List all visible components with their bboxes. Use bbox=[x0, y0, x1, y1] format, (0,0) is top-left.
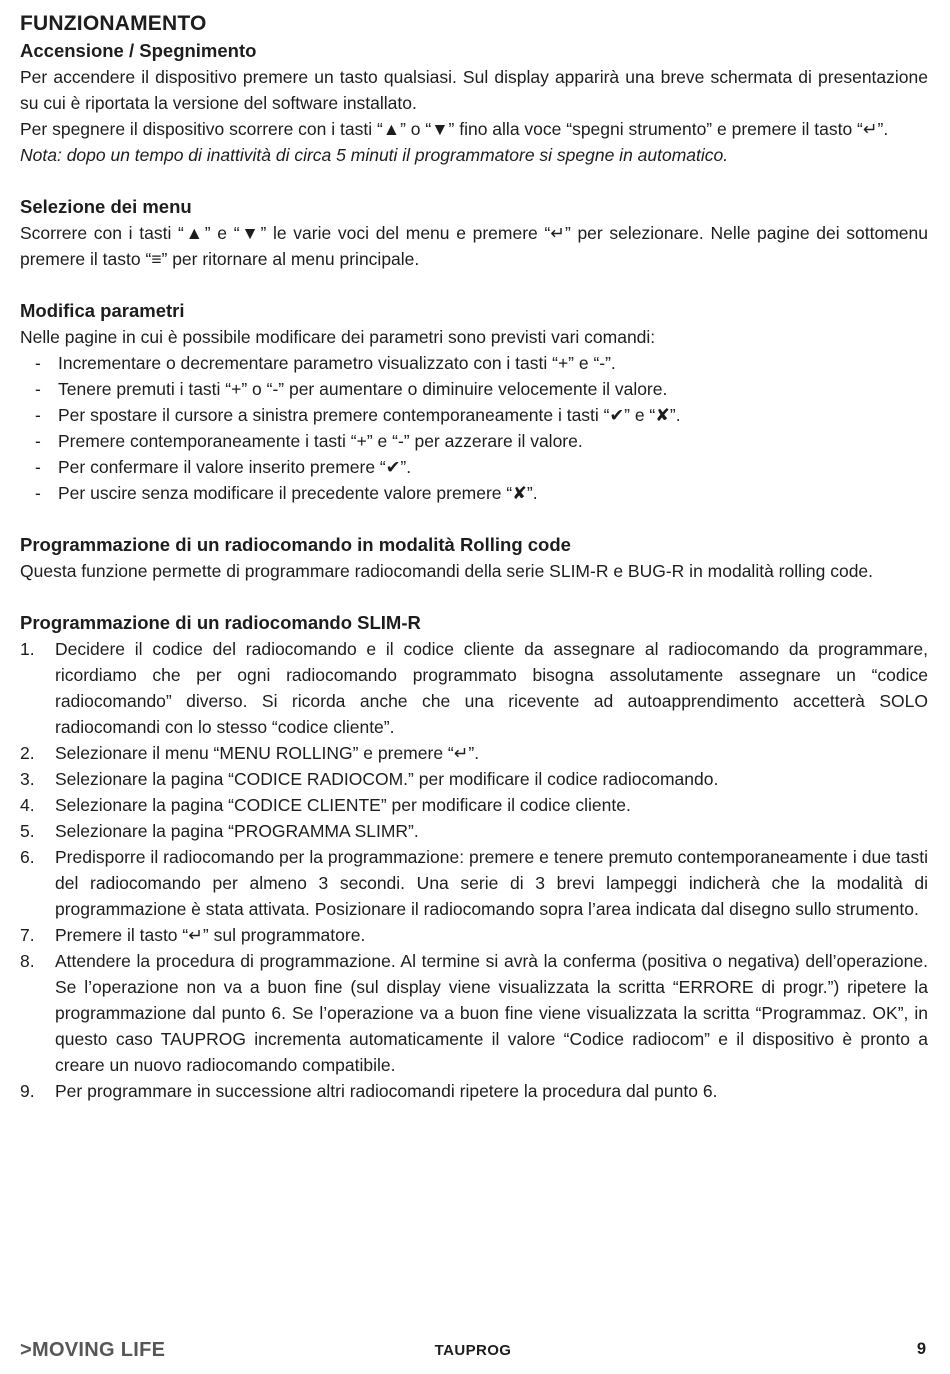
step-number: 9. bbox=[20, 1081, 35, 1101]
command-list bbox=[20, 350, 928, 506]
procedure-step bbox=[20, 922, 928, 948]
list-item-text: Incrementare o decrementare parametro visualizzato con i tasti “+” e “-”. bbox=[58, 353, 616, 373]
list-item bbox=[20, 402, 928, 428]
step-text: Per programmare in successione altri radiocomandi ripetere la procedura dal punto 6. bbox=[55, 1081, 718, 1101]
step-text: Premere il tasto “↵” sul programmatore. bbox=[55, 925, 366, 945]
step-text: Predisporre il radiocomando per la programmazione: premere e tenere premuto contemporaneamente i due tasti del radiocomando per almeno 3 secondi. Una serie di 3 brevi lampeggi indicherà che la modalità di programmazione è stata attivata. Posizionare il radiocomando sopra l’area indicata dal disegno sullo strumento. bbox=[55, 847, 928, 919]
section-heading-rolling: Programmazione di un radiocomando in modalità Rolling code bbox=[20, 534, 571, 555]
procedure-step bbox=[20, 740, 928, 766]
paragraph-modifica-intro: Nelle pagine in cui è possibile modificare dei parametri sono previsti vari comandi: bbox=[20, 327, 656, 347]
section-selezione-menu bbox=[20, 194, 928, 272]
section-rolling-code bbox=[20, 532, 928, 584]
list-item bbox=[20, 350, 928, 376]
brand-logo-moving-life: >MOVING LIFE bbox=[20, 1339, 166, 1361]
step-number: 6. bbox=[20, 847, 35, 867]
step-text: Selezionare la pagina “CODICE CLIENTE” per modificare il codice cliente. bbox=[55, 795, 631, 815]
list-marker: - bbox=[35, 431, 41, 451]
section-heading-accensione: Accensione / Spegnimento bbox=[20, 40, 257, 61]
list-item bbox=[20, 480, 928, 506]
list-marker: - bbox=[35, 379, 41, 399]
list-item bbox=[20, 454, 928, 480]
section-accensione-spegnimento bbox=[20, 38, 928, 168]
procedure-step bbox=[20, 766, 928, 792]
list-item-text: Per spostare il cursore a sinistra premere contemporaneamente i tasti “✔” e “✘”. bbox=[58, 405, 681, 425]
step-number: 2. bbox=[20, 743, 35, 763]
procedure-step bbox=[20, 818, 928, 844]
procedure-step bbox=[20, 1078, 928, 1104]
list-marker: - bbox=[35, 405, 41, 425]
step-text: Attendere la procedura di programmazione. Al termine si avrà la conferma (positiva o negativa) dell’operazione. Se l’operazione non va a buon fine (sul display viene visualizzata la scritta “ERRORE di progr.”) ripetere la programmazione dal punto 6. Se l’operazione va a buon fine viene visualizzata la scritta “Programmaz. OK”, in questo caso TAUPROG incrementa automaticamente il valore “Codice radiocom” e il dispositivo è pronto a creare un nuovo radiocomando compatibile. bbox=[55, 951, 928, 1075]
step-number: 1. bbox=[20, 639, 35, 659]
step-number: 4. bbox=[20, 795, 35, 815]
list-marker: - bbox=[35, 483, 41, 503]
procedure-step bbox=[20, 636, 928, 740]
page-title: FUNZIONAMENTO bbox=[20, 12, 207, 35]
list-item-text: Premere contemporaneamente i tasti “+” e “-” per azzerare il valore. bbox=[58, 431, 583, 451]
step-text: Selezionare la pagina “CODICE RADIOCOM.” per modificare il codice radiocomando. bbox=[55, 769, 719, 789]
list-item-text: Tenere premuti i tasti “+” o “-” per aumentare o diminuire velocemente il valore. bbox=[58, 379, 668, 399]
page-number: 9 bbox=[916, 1340, 926, 1358]
list-marker: - bbox=[35, 457, 41, 477]
list-item-text: Per uscire senza modificare il precedente valore premere “✘”. bbox=[58, 483, 538, 503]
note-auto-spegnimento: Nota: dopo un tempo di inattività di circa 5 minuti il programmatore si spegne in automatico. bbox=[20, 145, 729, 165]
page-footer bbox=[20, 1336, 926, 1362]
step-number: 7. bbox=[20, 925, 35, 945]
section-heading-selezione: Selezione dei menu bbox=[20, 196, 192, 217]
section-heading-modifica: Modifica parametri bbox=[20, 300, 185, 321]
list-item bbox=[20, 376, 928, 402]
paragraph-selezione: Scorrere con i tasti “▲” e “▼” le varie voci del menu e premere “↵” per selezionare. Nelle pagine dei sottomenu premere il tasto “≡” per ritornare al menu principale. bbox=[20, 223, 928, 269]
procedure-steps bbox=[20, 636, 928, 1104]
list-item bbox=[20, 428, 928, 454]
step-number: 3. bbox=[20, 769, 35, 789]
procedure-step bbox=[20, 844, 928, 922]
paragraph-rolling: Questa funzione permette di programmare radiocomandi della serie SLIM-R e BUG-R in modalità rolling code. bbox=[20, 561, 874, 581]
paragraph-accensione-1: Per accendere il dispositivo premere un tasto qualsiasi. Sul display apparirà una breve schermata di presentazione su cui è riportata la versione del software installato. bbox=[20, 67, 928, 113]
step-text: Selezionare la pagina “PROGRAMMA SLIMR”. bbox=[55, 821, 419, 841]
paragraph-accensione-2: Per spegnere il dispositivo scorrere con i tasti “▲” o “▼” fino alla voce “spegni strumento” e premere il tasto “↵”. bbox=[20, 119, 889, 139]
footer-product-name: TAUPROG bbox=[434, 1342, 512, 1359]
step-number: 5. bbox=[20, 821, 35, 841]
procedure-step bbox=[20, 792, 928, 818]
list-item-text: Per confermare il valore inserito premere “✔”. bbox=[58, 457, 412, 477]
list-marker: - bbox=[35, 353, 41, 373]
section-heading-slimr: Programmazione di un radiocomando SLIM-R bbox=[20, 612, 421, 633]
section-modifica-parametri bbox=[20, 298, 928, 506]
step-number: 8. bbox=[20, 951, 35, 971]
procedure-step bbox=[20, 948, 928, 1078]
step-text: Decidere il codice del radiocomando e il codice cliente da assegnare al radiocomando da programmare, ricordiamo che per ogni radiocomando programmato bisogna assolutamente assegnare un “codice radiocomando” diverso. Si ricorda anche che una ricevente ad autoapprendimento accetterà SOLO radiocomandi con lo stesso “codice cliente”. bbox=[55, 639, 928, 737]
section-programmazione-slimr bbox=[20, 610, 928, 1104]
step-text: Selezionare il menu “MENU ROLLING” e premere “↵”. bbox=[55, 743, 480, 763]
